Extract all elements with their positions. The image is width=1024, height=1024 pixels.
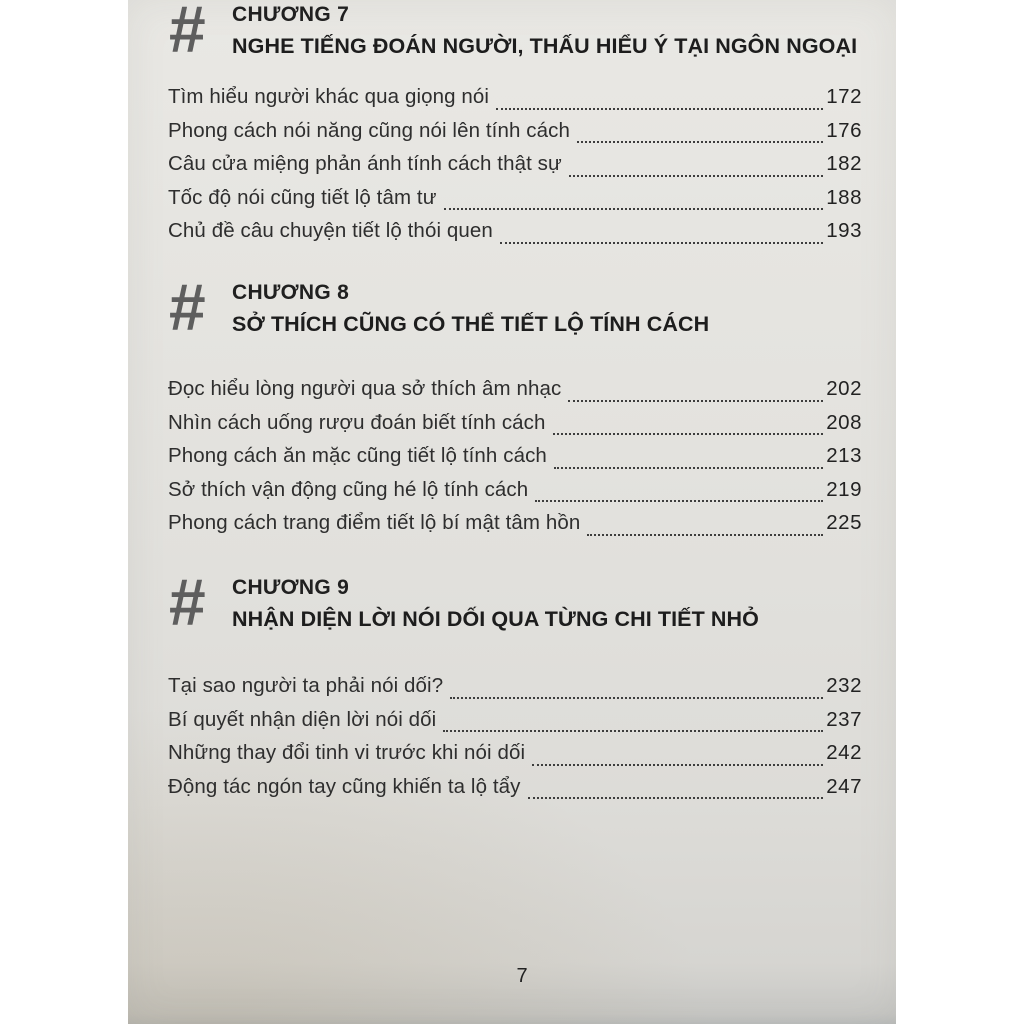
toc-entry [168,478,862,512]
table-of-contents [128,0,896,1024]
hash-icon: # [168,270,203,344]
entry-title: Câu cửa miệng phản ánh tính cách thật sự [168,152,562,175]
chapter-7-header [168,0,862,66]
dot-leader [568,400,823,402]
dot-leader [450,697,823,699]
chapter-label: CHƯƠNG 9 [232,576,350,599]
hash-icon: # [168,565,203,639]
dot-leader [587,534,823,536]
chapter-7-entries [168,85,862,253]
entry-page-number: 172 [826,85,862,108]
entry-title: Những thay đổi tinh vi trước khi nói dối [168,741,526,764]
toc-entry [168,219,862,253]
entry-page-number: 188 [826,185,862,209]
entry-page-number: 176 [826,118,862,142]
chapter-8-heading [232,280,709,337]
chapter-9-heading [232,575,759,632]
entry-title: Tốc độ nói cũng tiết lộ tâm tư [168,185,437,209]
entry-page-number: 237 [826,707,862,731]
entry-title: Sở thích vận động cũng hé lộ tính cách [168,477,529,501]
chapter-7-heading [232,2,857,59]
entry-page-number: 225 [826,511,862,534]
entry-title: Tìm hiểu người khác qua giọng nói [168,85,490,108]
chapter-8-header [168,270,862,344]
entry-title: Động tác ngón tay cũng khiến ta lộ tẩy [168,774,521,798]
dot-leader [532,764,823,766]
toc-entry [168,775,862,809]
entry-title: Đọc hiểu lòng người qua sở thích âm nhạc [168,377,562,400]
entry-page-number: 182 [826,152,862,175]
dot-leader [553,433,824,435]
dot-leader [528,797,824,799]
entry-title: Bí quyết nhận diện lời nói dối [168,707,437,731]
toc-entry [168,377,862,411]
dot-leader [554,467,823,469]
toc-entry [168,85,862,119]
toc-entry [168,186,862,220]
chapter-9-header [168,565,862,639]
entry-page-number: 208 [826,410,862,434]
dot-leader [444,208,824,210]
chapter-title: NHẬN DIỆN LỜI NÓI DỐI QUA TỪNG CHI TIẾT NHỎ [232,607,760,631]
dot-leader [500,242,823,244]
dot-leader [577,141,823,143]
entry-title: Phong cách trang điểm tiết lộ bí mật tâm hồn [168,511,581,534]
entry-page-number: 232 [826,674,862,697]
entry-page-number: 213 [826,444,862,467]
chapter-label: CHƯƠNG 7 [232,3,350,26]
toc-entry [168,511,862,545]
entry-title: Phong cách ăn mặc cũng tiết lộ tính cách [168,444,547,467]
dot-leader [569,175,823,177]
entry-page-number: 247 [826,774,862,798]
entry-page-number: 193 [826,219,862,242]
entry-title: Phong cách nói năng cũng nói lên tính cách [168,118,570,142]
dot-leader [535,500,823,502]
entry-title: Tại sao người ta phải nói dối? [168,674,444,697]
chapter-8-entries [168,377,862,545]
chapter-title: SỞ THÍCH CŨNG CÓ THỂ TIẾT LỘ TÍNH CÁCH [232,312,710,336]
toc-entry [168,119,862,153]
toc-entry [168,708,862,742]
entry-title: Nhìn cách uống rượu đoán biết tính cách [168,410,546,434]
entry-page-number: 219 [826,477,862,501]
chapter-label: CHƯƠNG 8 [232,281,350,304]
toc-entry [168,444,862,478]
entry-page-number: 242 [826,741,862,764]
chapter-title: NGHE TIẾNG ĐOÁN NGƯỜI, THẤU HIỂU Ý TẠI NGÔN NGOẠI [232,34,858,58]
toc-entry [168,674,862,708]
toc-entry [168,411,862,445]
page-number: 7 [516,965,528,987]
toc-entry [168,741,862,775]
chapter-9-entries [168,674,862,808]
dot-leader [496,108,823,110]
entry-title: Chủ đề câu chuyện tiết lộ thói quen [168,219,493,242]
dot-leader [443,730,823,732]
toc-entry [168,152,862,186]
entry-page-number: 202 [826,377,862,400]
hash-icon: # [168,0,203,66]
